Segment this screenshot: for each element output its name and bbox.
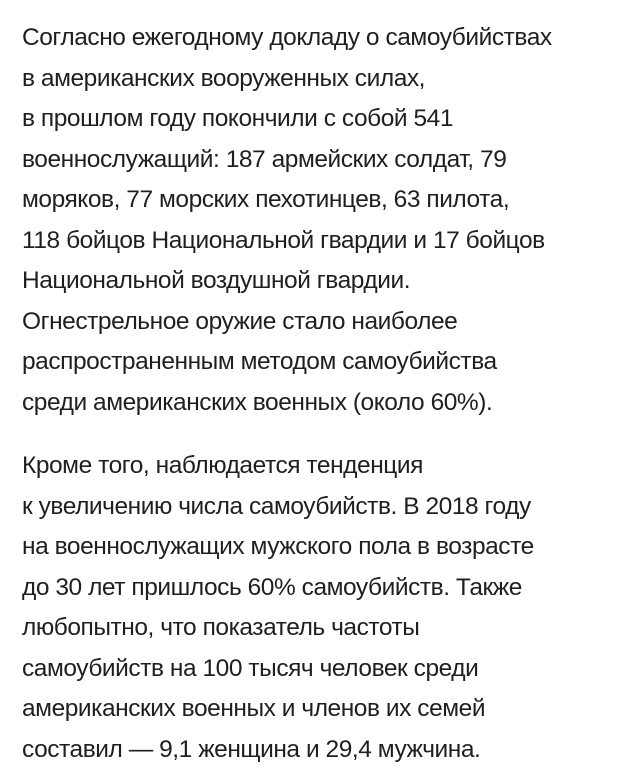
article-body (22, 18, 622, 770)
text-line: составил — 9,1 женщина и 29,4 мужчина. (22, 730, 622, 770)
text-line: любопытно, что показатель частоты (22, 608, 622, 649)
text-line: Кроме того, наблюдается тенденция (22, 446, 622, 487)
text-line: к увеличению числа самоубийств. В 2018 году (22, 487, 622, 528)
paragraph-1 (22, 18, 622, 423)
text-line: моряков, 77 морских пехотинцев, 63 пилота, (22, 180, 622, 221)
text-line: Огнестрельное оружие стало наиболее (22, 302, 622, 343)
text-line: в прошлом году покончили с собой 541 (22, 99, 622, 140)
text-line: Национальной воздушной гвардии. (22, 261, 622, 302)
text-line: распространенным методом самоубийства (22, 342, 622, 383)
text-line: в американских вооруженных силах, (22, 59, 622, 100)
paragraph-2 (22, 446, 622, 770)
text-line: до 30 лет пришлось 60% самоубийств. Также (22, 568, 622, 609)
text-line: военнослужащий: 187 армейских солдат, 79 (22, 140, 622, 181)
text-line: американских военных и членов их семей (22, 689, 622, 730)
text-line: самоубийств на 100 тысяч человек среди (22, 649, 622, 690)
text-line: 118 бойцов Национальной гвардии и 17 бойцов (22, 221, 622, 262)
text-line: среди американских военных (около 60%). (22, 383, 622, 424)
text-line: на военнослужащих мужского пола в возрасте (22, 527, 622, 568)
text-line: Согласно ежегодному докладу о самоубийствах (22, 18, 622, 59)
